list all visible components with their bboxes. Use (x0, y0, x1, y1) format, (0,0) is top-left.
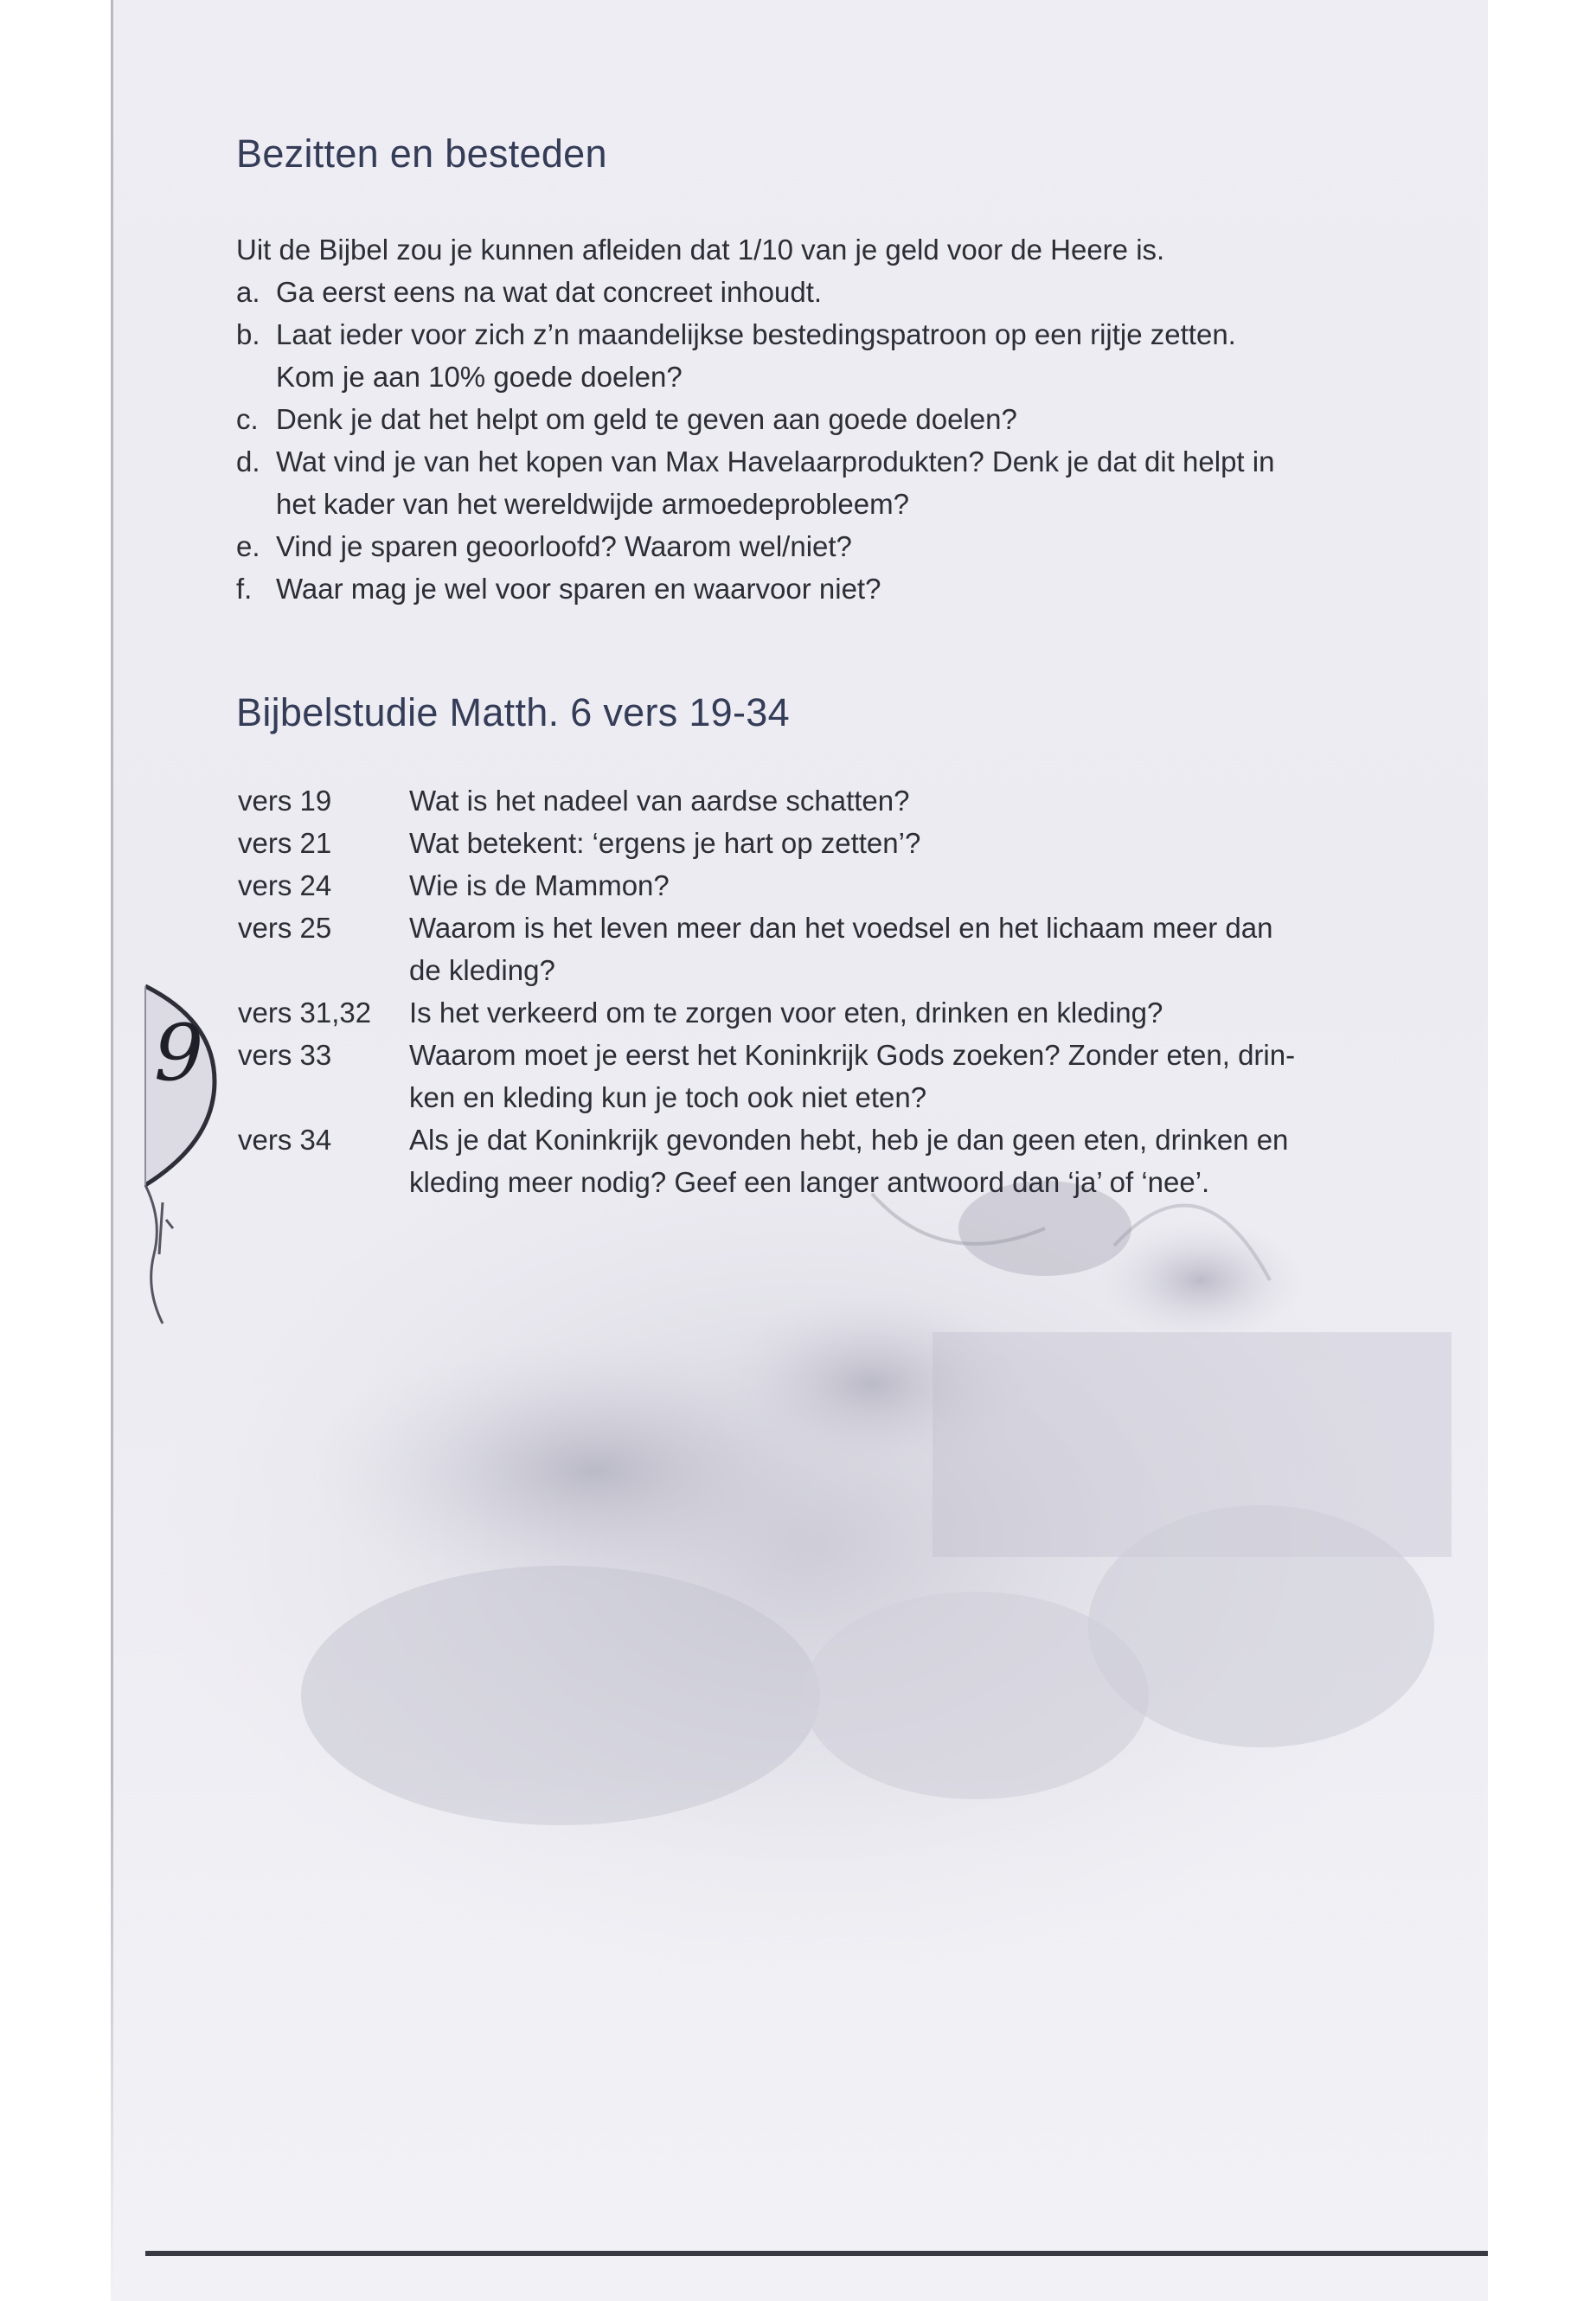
question-item (236, 313, 1404, 356)
verse-label: vers 21 (238, 827, 332, 859)
handwritten-number: 9 (154, 1008, 204, 1099)
question-text: Kom je aan 10% goede doelen? (276, 361, 683, 393)
question-letter: b. (236, 318, 260, 350)
question-item-continuation (236, 356, 1404, 398)
question-letter: f. (236, 573, 253, 605)
question-text: Ga eerst eens na wat dat concreet inhoudt. (276, 276, 823, 308)
verse-label: vers 31,32 (238, 997, 372, 1029)
question-text: het kader van het wereldwijde armoedeprobleem? (276, 488, 909, 520)
verse-question: ken en kleding kun je toch ook niet eten? (409, 1081, 927, 1113)
verse-item (238, 779, 1406, 822)
verse-label: vers 19 (238, 785, 332, 817)
question-item (236, 525, 1404, 567)
verse-item (238, 907, 1406, 949)
verse-question: Als je dat Koninkrijk gevonden hebt, heb je dan geen eten, drinken en (409, 1124, 1289, 1156)
section-heading-bijbelstudie: Bijbelstudie Matth. 6 vers 19-34 (236, 690, 790, 734)
question-text: Vind je sparen geoorloofd? Waarom wel/niet? (276, 530, 852, 562)
question-item (236, 271, 1404, 313)
question-letter: e. (236, 530, 260, 562)
verse-question: de kleding? (409, 954, 555, 986)
question-letter: c. (236, 403, 259, 435)
verse-label: vers 33 (238, 1039, 332, 1071)
question-item (236, 440, 1404, 483)
verse-item (238, 1034, 1406, 1076)
verse-question: Waarom moet je eerst het Koninkrijk Gods zoeken? Zonder eten, drin- (409, 1039, 1296, 1071)
verse-item (238, 822, 1406, 864)
question-text: Denk je dat het helpt om geld te geven aan goede doelen? (276, 403, 1017, 435)
verse-label: vers 25 (238, 912, 332, 944)
verse-item (238, 1118, 1406, 1161)
verse-item (238, 991, 1406, 1034)
verse-label: vers 34 (238, 1124, 332, 1156)
verse-question: Waarom is het leven meer dan het voedsel en het lichaam meer dan (409, 912, 1273, 944)
verse-item-continuation (238, 1161, 1406, 1203)
question-item (236, 567, 1404, 610)
intro-text: Uit de Bijbel zou je kunnen afleiden dat 1/10 van je geld voor de Heere is. (236, 234, 1165, 266)
verse-label: vers 24 (238, 869, 332, 901)
verse-question: Wat betekent: ‘ergens je hart op zetten’? (409, 827, 921, 859)
verse-item-continuation (238, 1076, 1406, 1118)
question-text: Laat ieder voor zich z’n maandelijkse bestedingspatroon op een rijtje zetten. (276, 318, 1236, 350)
verse-question: Wie is de Mammon? (409, 869, 670, 901)
question-letter: d. (236, 445, 260, 478)
verse-item (238, 864, 1406, 907)
question-text: Wat vind je van het kopen van Max Havelaarprodukten? Denk je dat dit helpt in (276, 445, 1275, 478)
question-item-continuation (236, 483, 1404, 525)
question-item (236, 398, 1404, 440)
verse-question: Is het verkeerd om te zorgen voor eten, drinken en kleding? (409, 997, 1163, 1029)
verse-question: Wat is het nadeel van aardse schatten? (409, 785, 910, 817)
question-text: Waar mag je wel voor sparen en waarvoor niet? (276, 573, 881, 605)
verse-item-continuation (238, 949, 1406, 991)
verse-question: kleding meer nodig? Geef een langer antwoord dan ‘ja’ of ‘nee’. (409, 1166, 1210, 1198)
section-heading-bezitten: Bezitten en besteden (236, 131, 607, 176)
question-letter: a. (236, 276, 260, 308)
